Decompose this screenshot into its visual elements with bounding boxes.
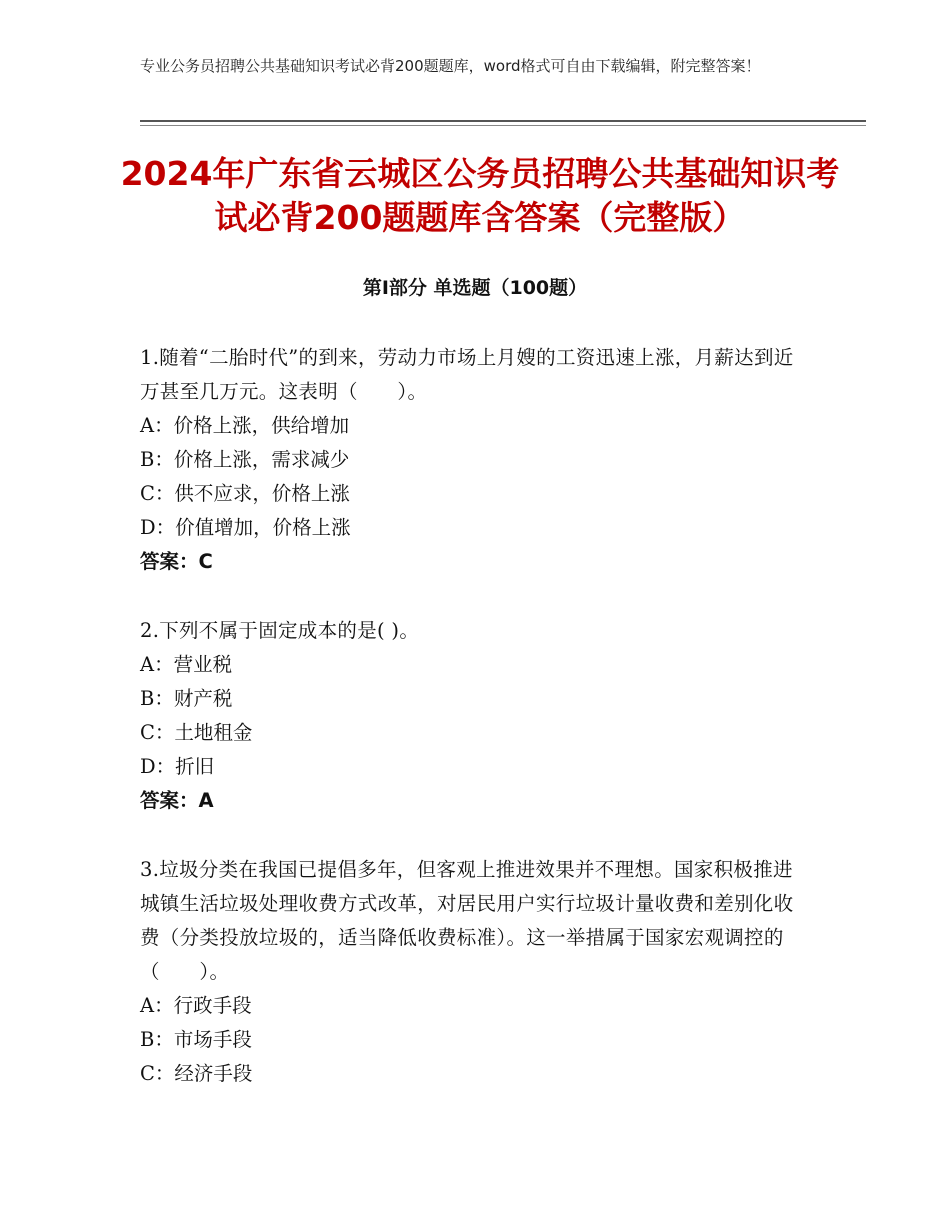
question-stem: 3.垃圾分类在我国已提倡多年，但客观上推进效果并不理想。国家积极推进城镇生活垃圾处理收费方式改革，对居民用户实行垃圾计量收费和差别化收费（分类投放垃圾的，适当降低收费标准）。这一举措属于国家宏观调控的（ ）。 — [140, 858, 794, 983]
question-3 — [140, 853, 810, 1091]
answer: 答案：C — [140, 550, 213, 573]
option-c: C：供不应求，价格上涨 — [140, 482, 350, 505]
header-rule — [140, 120, 866, 122]
option-c: C：经济手段 — [140, 1062, 253, 1085]
document-title: 2024年广东省云城区公务员招聘公共基础知识考试必背200题题库含答案（完整版） — [120, 154, 840, 237]
header-rule-thin — [140, 125, 866, 126]
answer: 答案：A — [140, 789, 214, 812]
option-a: A：营业税 — [140, 653, 233, 676]
option-d: D：价值增加，价格上涨 — [140, 516, 351, 539]
option-a: A：价格上涨，供给增加 — [140, 414, 350, 437]
question-1 — [140, 341, 810, 579]
question-stem: 1.随着“二胎时代”的到来，劳动力市场上月嫂的工资迅速上涨，月薪达到近万甚至几万元。这表明（ ）。 — [140, 346, 794, 403]
question-2 — [140, 614, 810, 818]
option-b: B：价格上涨，需求减少 — [140, 448, 350, 471]
option-a: A：行政手段 — [140, 994, 252, 1017]
header-note: 专业公务员招聘公共基础知识考试必背200题题库，word格式可自由下载编辑，附完整答案！ — [140, 57, 761, 75]
section-heading: 第Ⅰ部分 单选题（100题） — [362, 277, 588, 299]
option-d: D：折旧 — [140, 755, 215, 778]
question-stem: 2.下列不属于固定成本的是( )。 — [140, 619, 420, 642]
option-b: B：市场手段 — [140, 1028, 252, 1051]
option-b: B：财产税 — [140, 687, 233, 710]
option-c: C：土地租金 — [140, 721, 253, 744]
